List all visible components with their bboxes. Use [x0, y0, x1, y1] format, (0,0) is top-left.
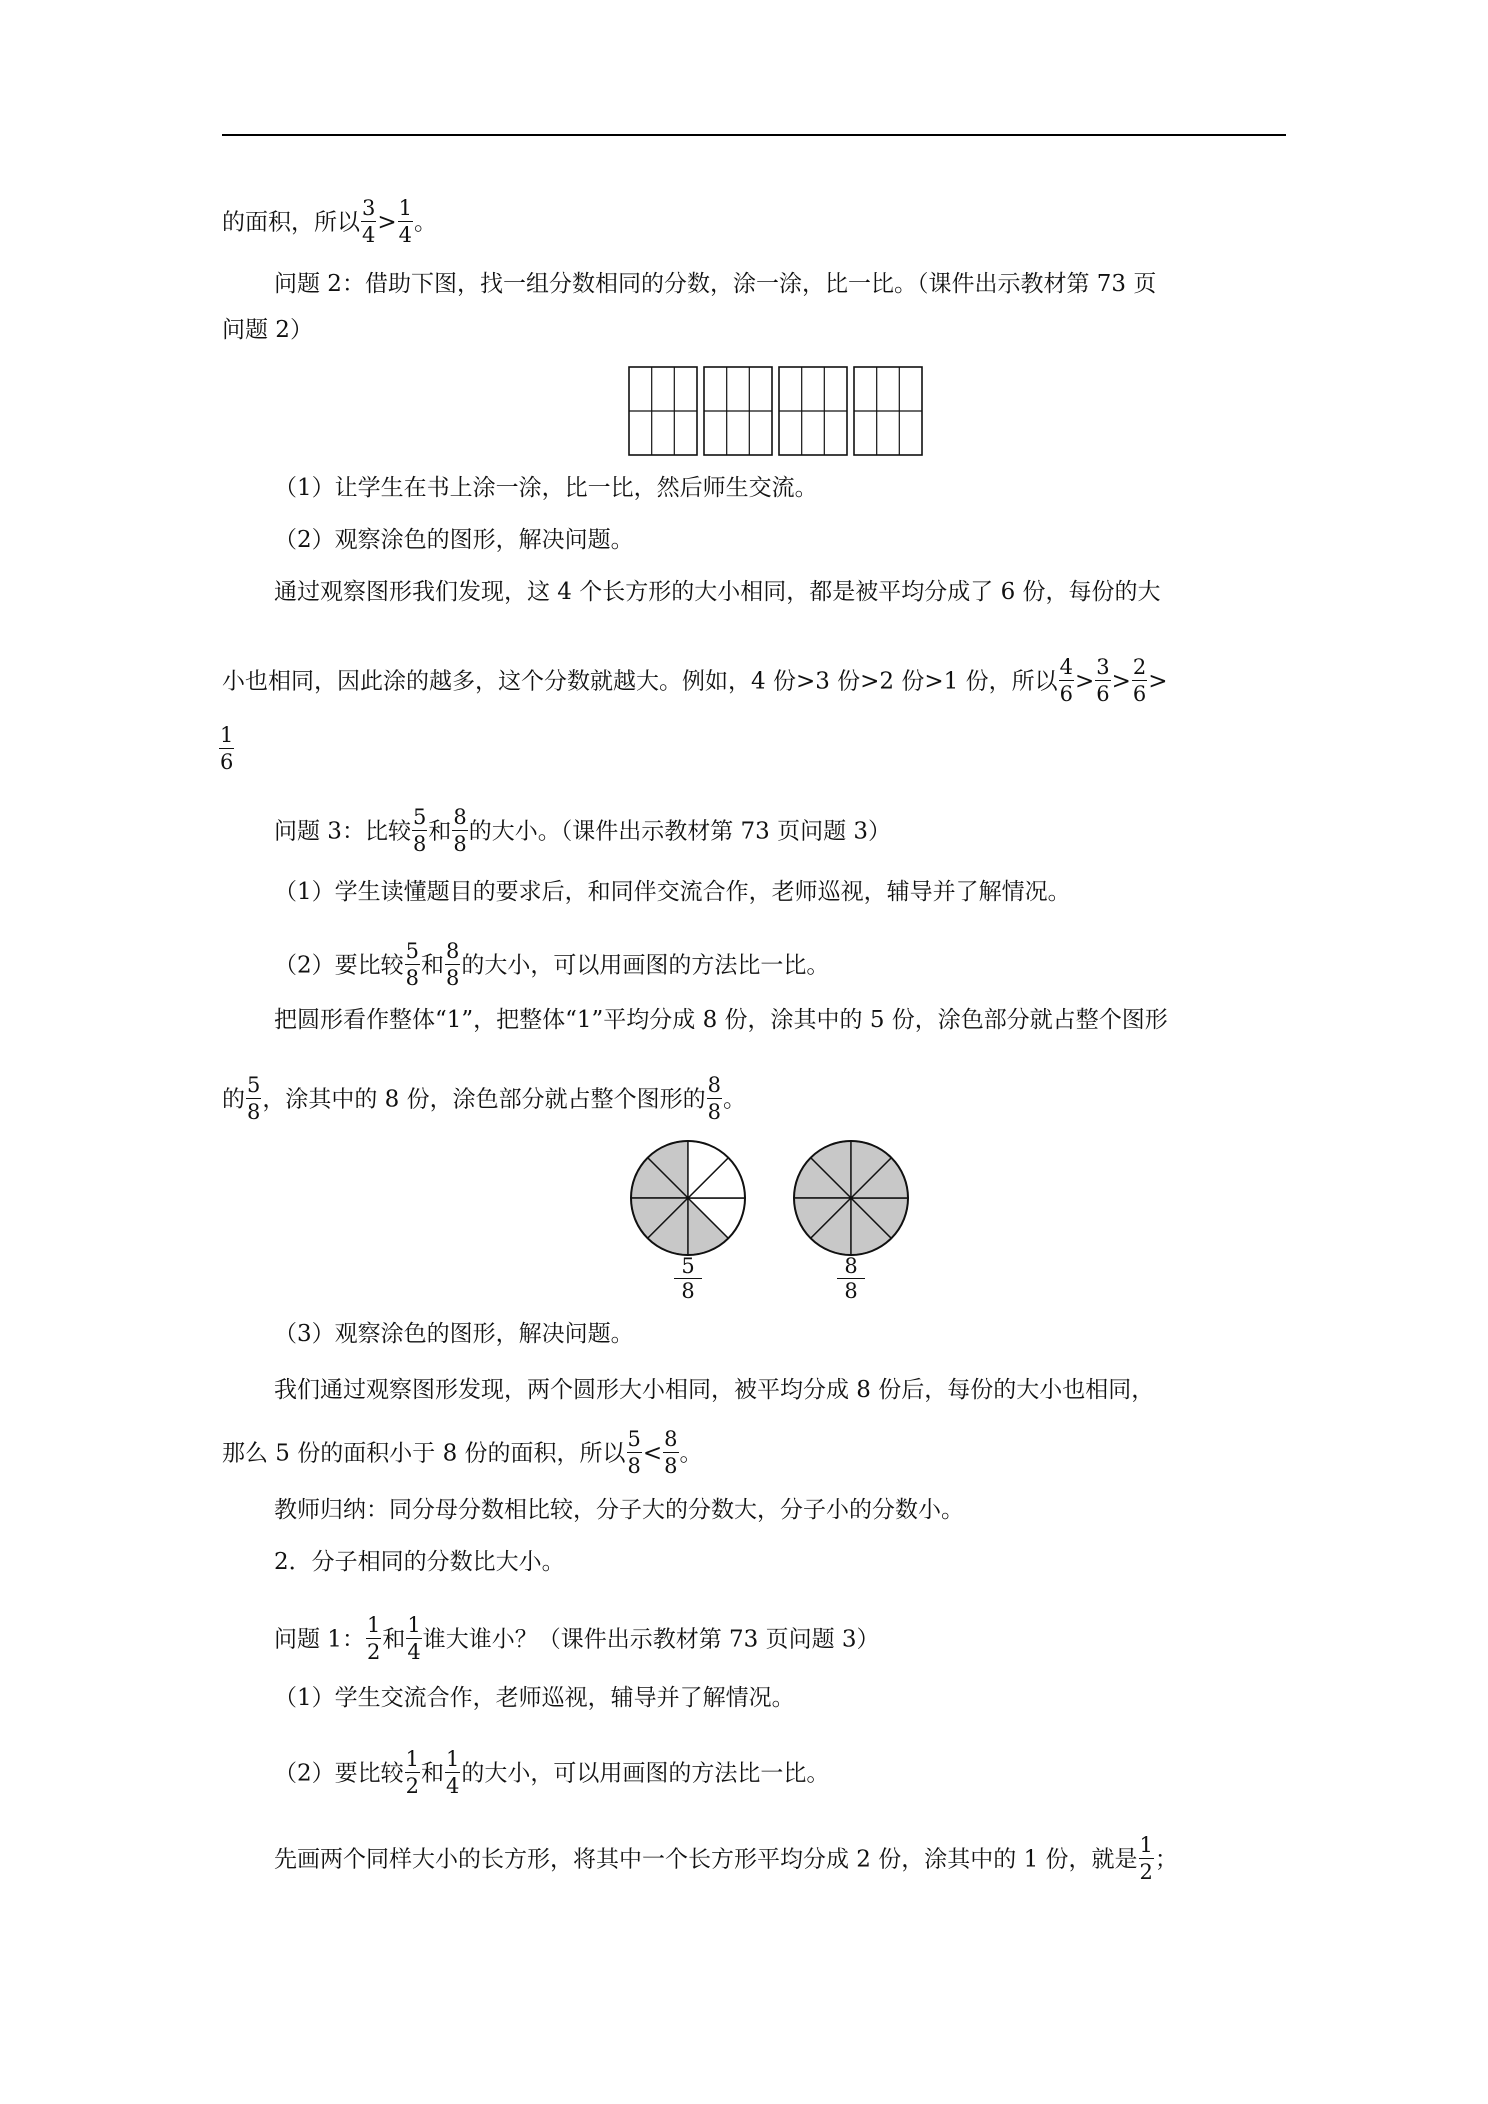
fraction: $\frac{8}{8}$	[707, 1073, 722, 1124]
fraction: $\frac{1}{2}$	[405, 1747, 420, 1798]
text-line-15: 我们通过观察图形发现，两个圆形大小相同，被平均分成 8 份后，每份的大小也相同，	[274, 1377, 1155, 1403]
label-five-eighths: $\frac{5}{8}$	[674, 1254, 702, 1303]
text-line-20: （1）学生交流合作，老师巡视，辅导并了解情况。	[274, 1685, 795, 1711]
fraction: $\frac{2}{6}$	[1132, 655, 1147, 706]
label-eight-eighths: $\frac{8}{8}$	[837, 1254, 865, 1303]
circle-eight-eighths	[791, 1138, 911, 1258]
fraction: $\frac{5}{8}$	[247, 1073, 261, 1124]
fraction: $\frac{5}{8}$	[627, 1427, 641, 1478]
fraction: $\frac{4}{6}$	[1059, 655, 1073, 706]
text-line-2: 问题 2：借助下图，找一组分数相同的分数，涂一涂，比一比。（课件出示教材第 73 页	[274, 271, 1157, 297]
text-line-19: 问题 1： $\frac{1}{2}$ 和 $\frac{1}{4}$ 谁大谁小？（课件出示教材第 73 页问题 3）	[274, 1613, 880, 1664]
text-line-10: （1）学生读懂题目的要求后，和同伴交流合作，老师巡视，辅导并了解情况。	[274, 879, 1071, 905]
text-line-12: 把圆形看作整体“1”，把整体“1”平均分成 8 份，涂其中的 5 份，涂色部分就占整个图形	[274, 1007, 1168, 1033]
operator: >	[377, 209, 397, 236]
text-line-1: 的面积，所以 $\frac{3}{4}$ > $\frac{1}{4}$ 。	[222, 196, 438, 247]
fraction: $\frac{5}{8}$	[405, 939, 420, 990]
fraction: $\frac{1}{4}$	[446, 1747, 460, 1798]
text-line-16: 那么 5 份的面积小于 8 份的面积，所以 $\frac{5}{8}$ < $\frac{8}{8}$ 。	[222, 1427, 703, 1478]
text-line-13: 的 $\frac{5}{8}$ ，涂其中的 8 份，涂色部分就占整个图形的 $\frac{8}{8}$ 。	[222, 1073, 747, 1124]
fraction: $\frac{5}{8}$	[412, 805, 427, 856]
fraction: $\frac{3}{6}$	[1096, 655, 1110, 706]
text-line-9: 问题 3：比较 $\frac{5}{8}$ 和 $\frac{8}{8}$ 的大小。（课件出示教材第 73 页问题 3）	[274, 805, 892, 856]
fraction: $\frac{3}{4}$	[362, 196, 376, 247]
text-line-7: 小也相同，因此涂的越多，这个分数就越大。例如，4 份>3 份>2 份>1 份，所以 $\frac{4}{6}$ > $\frac{3}{6}$ > $\frac{2}{6}$ >	[222, 655, 1168, 706]
fraction: $\frac{1}{6}$	[220, 723, 234, 774]
text-line-14: （3）观察涂色的图形，解决问题。	[274, 1321, 634, 1347]
text-line-6: 通过观察图形我们发现，这 4 个长方形的大小相同，都是被平均分成了 6 份，每份的大	[274, 579, 1161, 605]
circle-five-eighths	[628, 1138, 748, 1258]
text-line-4: （1）让学生在书上涂一涂，比一比，然后师生交流。	[274, 475, 818, 501]
fraction: $\frac{8}{8}$	[453, 805, 467, 856]
fraction: $\frac{8}{8}$	[446, 939, 460, 990]
text-line-21: （2）要比较 $\frac{1}{2}$ 和 $\frac{1}{4}$ 的大小，可以用画图的方法比一比。	[274, 1747, 830, 1798]
text-line-17: 教师归纳：同分母分数相比较，分子大的分数大，分子小的分数小。	[274, 1497, 964, 1523]
fraction: $\frac{1}{4}$	[407, 1613, 421, 1664]
fraction: $\frac{8}{8}$	[664, 1427, 678, 1478]
rectangles-figure	[628, 366, 924, 456]
text: 的面积，所以	[222, 209, 360, 236]
text-line-3: 问题 2）	[222, 317, 313, 343]
text-line-8	[218, 724, 235, 777]
fraction: $\frac{1}{2}$	[1139, 1833, 1153, 1884]
text-line-5: （2）观察涂色的图形，解决问题。	[274, 527, 634, 553]
fraction: $\frac{1}{4}$	[398, 196, 413, 247]
fraction: $\frac{1}{2}$	[366, 1613, 381, 1664]
text-line-22: 先画两个同样大小的长方形，将其中一个长方形平均分成 2 份，涂其中的 1 份，就是 $\frac{1}{2}$ ；	[274, 1833, 1178, 1884]
header-rule	[222, 134, 1286, 136]
text-line-18: 2．分子相同的分数比大小。	[274, 1549, 565, 1575]
text-line-11: （2）要比较 $\frac{5}{8}$ 和 $\frac{8}{8}$ 的大小，可以用画图的方法比一比。	[274, 939, 830, 990]
